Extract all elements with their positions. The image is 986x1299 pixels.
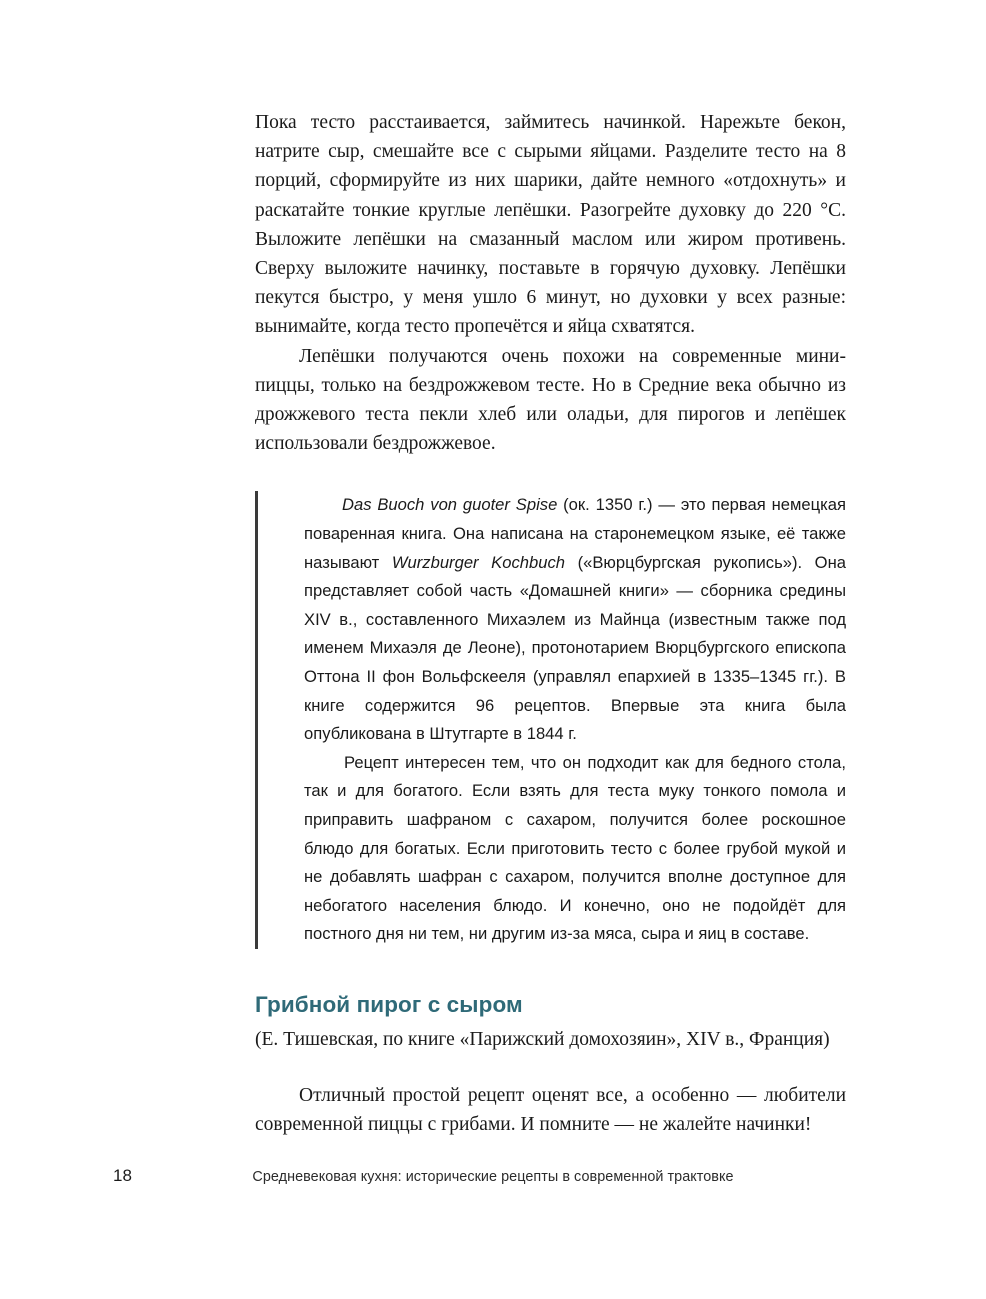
quote-paragraph-1: [304, 491, 846, 748]
body-paragraph-2: Лепёшки получаются очень похожи на современные мини-пиццы, только на бездрожжевом тесте. Но в Средние века обычно из дрожжевого теста пекли хлеб или оладьи, для пирогов и лепёшек использовали бездрожжевое.: [255, 345, 846, 455]
recipe-heading: Грибной пирог с сыром: [255, 991, 523, 1017]
body-paragraph-1: Пока тесто расстаивается, займитесь начинкой. Нарежьте бекон, натрите сыр, смешайте все с сырыми яйцами. Разделите тесто на 8 порций, сформируйте из них шарики, дайте немного «отдохнуть» и раскатайте тонкие круглые лепёшки. Разогрейте духовку до 220 °C. Выложите лепёшки на смазанный маслом или жиром противень. Сверху выложите начинку, поставьте в горячую духовку. Лепёшки пекутся быстро, у меня ушло 6 минут, но духовки у всех разные: вынимайте, когда тесто пропечётся и яйца схватятся.: [255, 112, 846, 338]
quote-text-2: («Вюрцбургская рукопись»). Она представляет собой часть «Домашней книги» — сборника средины XIV в., составленного Михаэлем из Майнца (известным также под именем Михаэля де Леоне), протонотарием Вюрцбургского епископа Оттона II фон Вольфскееля (управлял епархией в 1335–1345 гг.). В книге содержится 96 рецептов. Впервые эта книга была опубликована в Штутгарте в 1844 г.: [304, 552, 846, 744]
quote-paragraph-2: Рецепт интересен тем, что он подходит как для бедного стола, так и для богатого. Если взять для теста муку тонкого помола и приправить шафраном с сахаром, получится более роскошное блюдо для богатых. Если приготовить тесто с более грубой мукой и не добавлять шафран с сахаром, получится вполне доступное для небогатого населения блюдо. И конечно, оно не подойдёт для постного дня ни тем, ни другим из-за мяса, сыра и яиц в составе.: [304, 752, 846, 944]
running-title: Средневековая кухня: исторические рецепты в современной трактовке: [252, 1169, 734, 1185]
book-title-italic-2: Wurzburger Kochbuch: [391, 552, 565, 572]
sidebar-quote-block: [255, 491, 846, 949]
page-footer: [0, 1166, 986, 1190]
recipe-intro-paragraph: Отличный простой рецепт оценят все, а особенно — любители современной пиццы с грибами. И помните — не жалейте начинки!: [255, 1085, 846, 1136]
book-title-italic-1: Das Buoch von guoter Spise: [342, 495, 558, 515]
page-content: [255, 108, 846, 1140]
quote-text-1: (ок. 1350 г.) — это первая немецкая поваренная книга. Она написана на старонемецком языке, её также называют: [304, 495, 846, 572]
page-number: 18: [113, 1166, 132, 1185]
recipe-source-line: (Е. Тишевская, по книге «Парижский домохозяин», XIV в., Франция): [255, 1028, 830, 1050]
